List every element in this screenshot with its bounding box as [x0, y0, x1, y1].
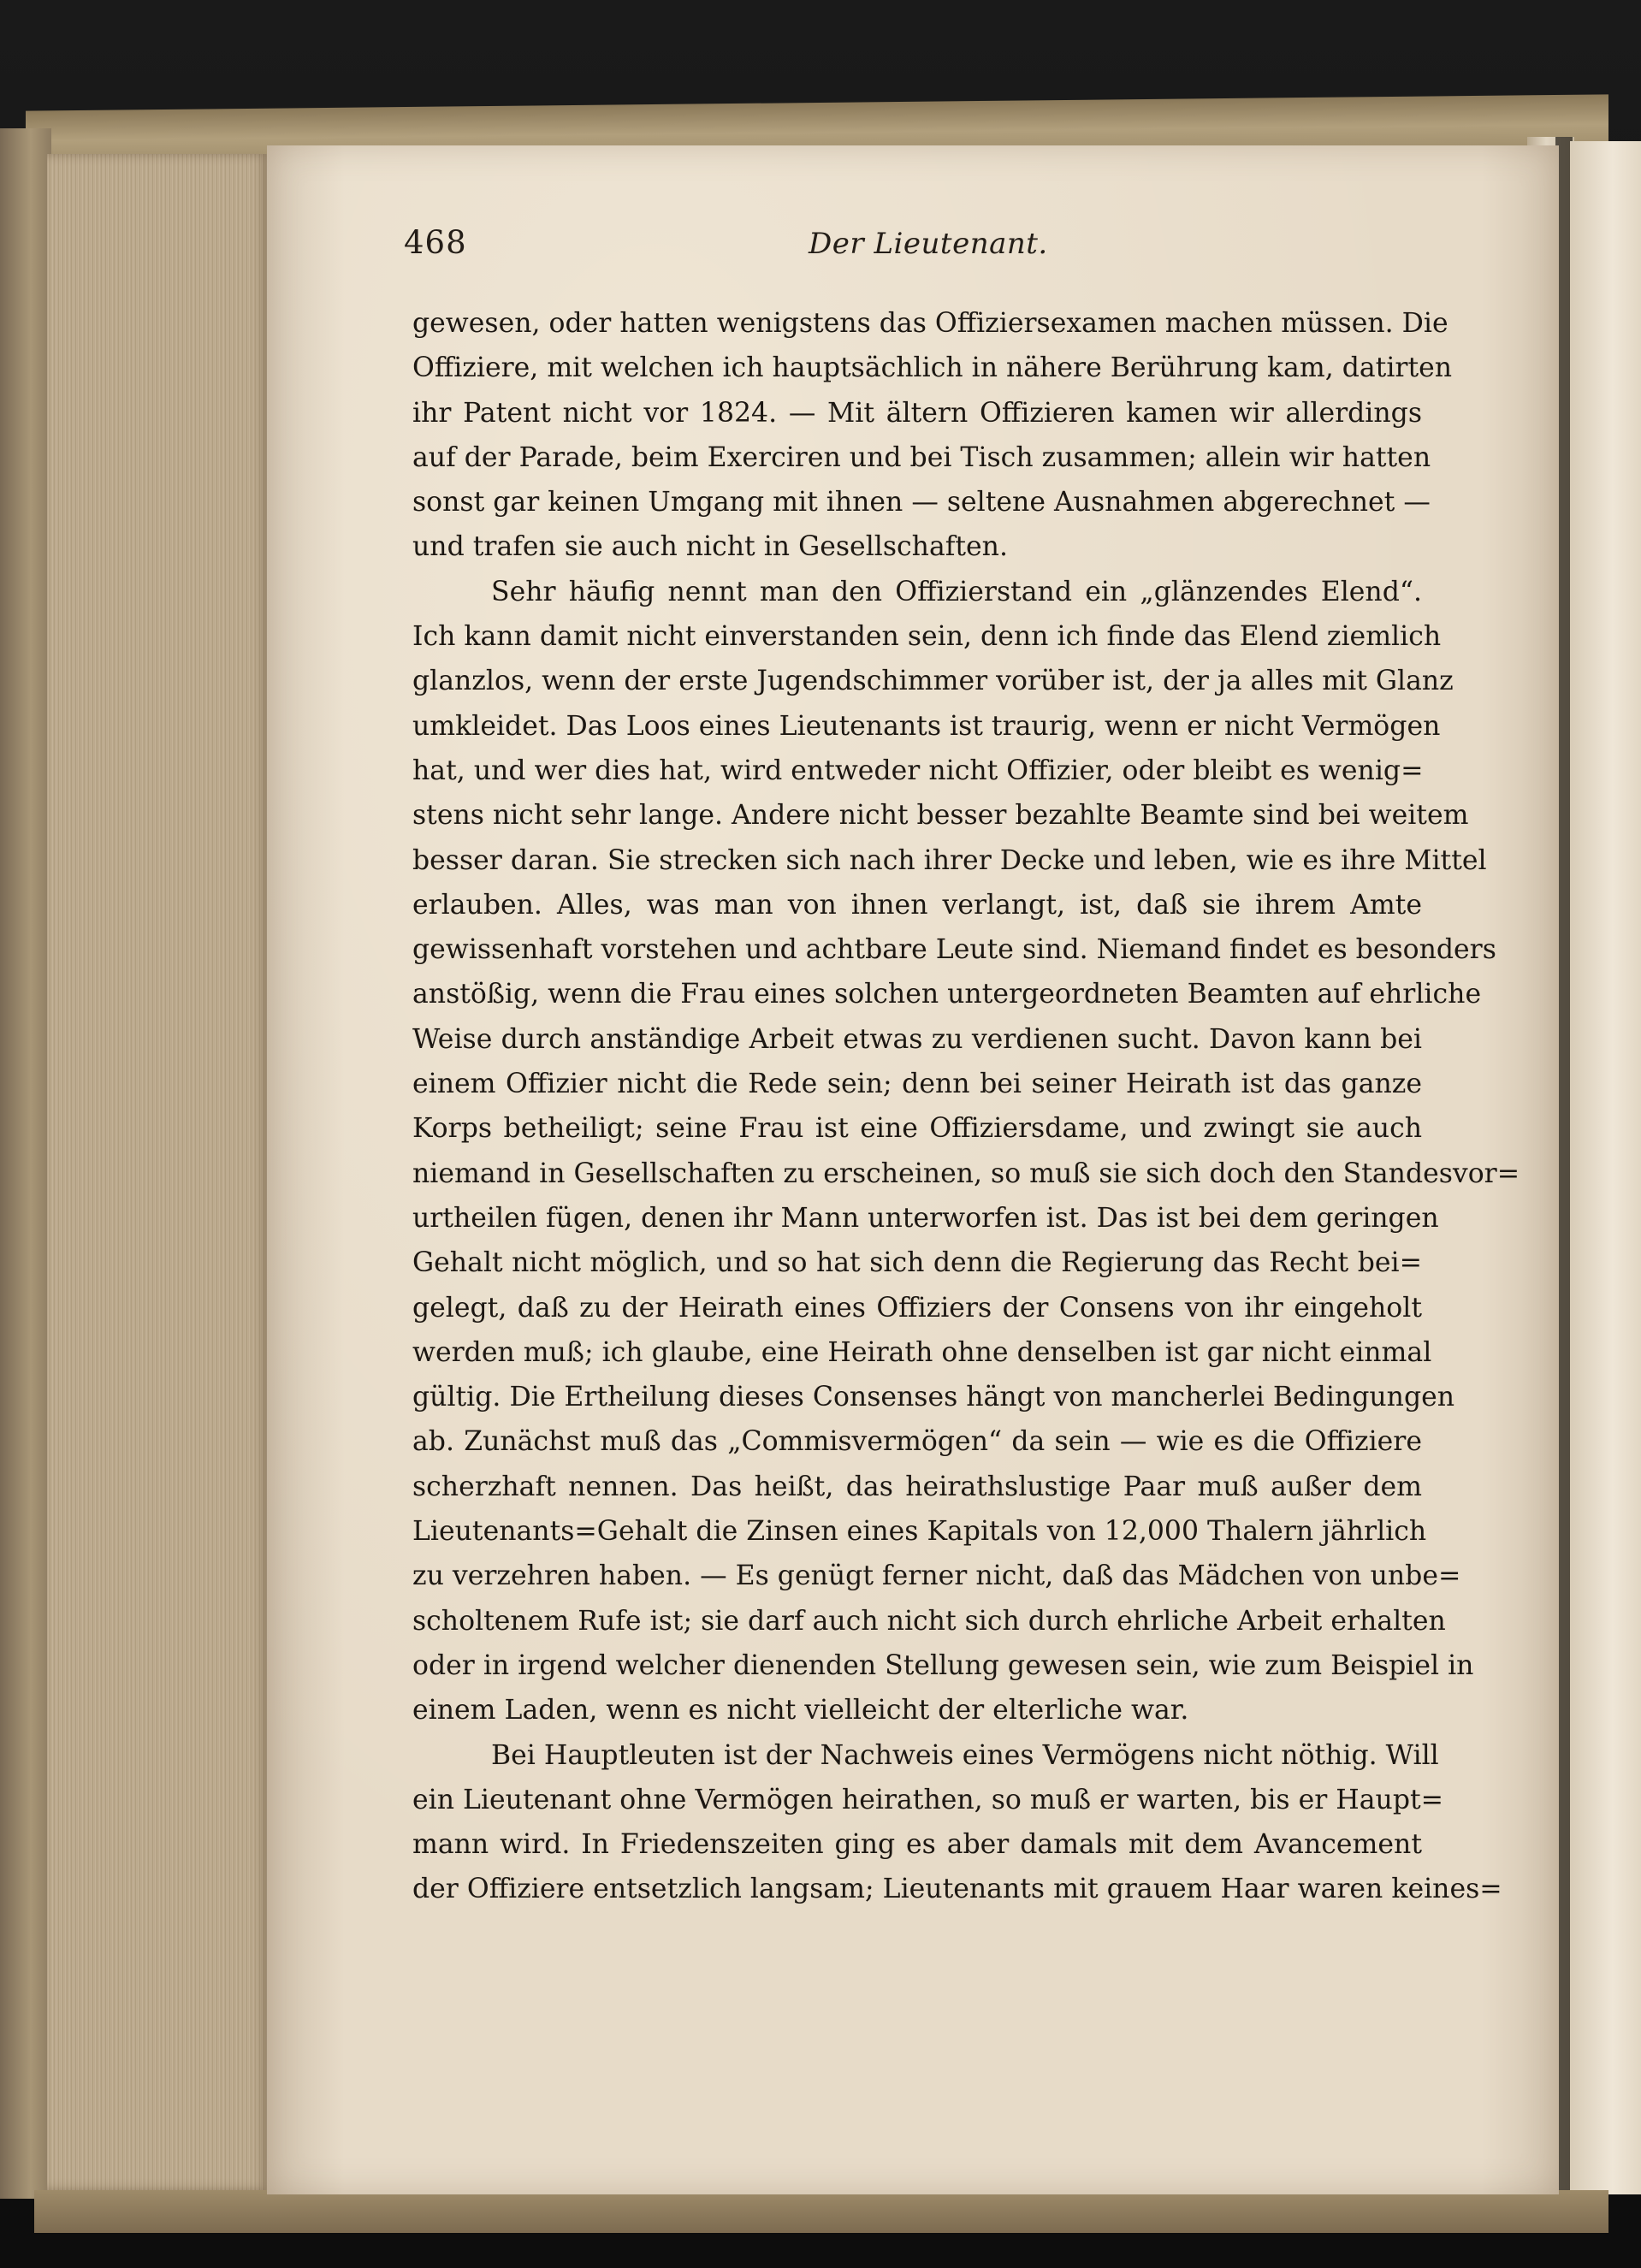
text-line: sonst gar keinen Umgang mit ihnen — seltene Ausnahmen abgerechnet —: [412, 487, 1431, 518]
facing-page-sliver: [1570, 141, 1641, 2194]
text-line: ab. Zunächst muß das „Commisvermögen“ da sein — wie es die Offiziere: [412, 1426, 1422, 1458]
text-line: gewissenhaft vorstehen und achtbare Leute sind. Niemand findet es besonders: [412, 934, 1496, 966]
text-line: auf der Parade, beim Exerciren und bei Tisch zusammen; allein wir hatten: [412, 441, 1431, 473]
text-line: Lieutenants=Gehalt die Zinsen eines Kapitals von 12,000 Thalern jährlich: [412, 1516, 1427, 1548]
book-spine-left: [0, 128, 51, 2199]
text-line: einem Laden, wenn es nicht vielleicht der elterliche war.: [412, 1695, 1189, 1726]
page-stack-left: [47, 154, 270, 2190]
text-line: gelegt, daß zu der Heirath eines Offiziers der Consens von ihr eingeholt: [412, 1292, 1422, 1323]
text-line: mann wird. In Friedenszeiten ging es aber damals mit dem Avancement: [412, 1829, 1422, 1861]
text-line: urtheilen fügen, denen ihr Mann unterworfen ist. Das ist bei dem geringen: [412, 1202, 1439, 1234]
text-line: scholtenem Rufe ist; sie darf auch nicht sich durch ehrliche Arbeit erhalten: [412, 1605, 1446, 1637]
text-line: einem Offizier nicht die Rede sein; denn bei seiner Heirath ist das ganze: [412, 1069, 1422, 1100]
text-line: niemand in Gesellschaften zu erscheinen, so muß sie sich doch den Standesvor=: [412, 1158, 1520, 1189]
text-line: glanzlos, wenn der erste Jugendschimmer vorüber ist, der ja alles mit Glanz: [412, 666, 1454, 697]
book-cover-bottom-edge: [34, 2190, 1608, 2233]
text-line: der Offiziere entsetzlich langsam; Lieutenants mit grauem Haar waren keines=: [412, 1874, 1502, 1905]
text-line: besser daran. Sie strecken sich nach ihrer Decke und leben, wie es ihre Mittel: [412, 844, 1487, 876]
text-line: stens nicht sehr lange. Andere nicht besser bezahlte Beamte sind bei weitem: [412, 800, 1469, 832]
text-line: werden muß; ich glaube, eine Heirath ohne denselben ist gar nicht einmal: [412, 1336, 1432, 1368]
page-number: 468: [404, 224, 467, 261]
text-line: Offiziere, mit welchen ich hauptsächlich in nähere Berührung kam, datirten: [412, 352, 1453, 384]
text-line: Sehr häufig nennt man den Offizierstand ein „glänzendes Elend“.: [491, 576, 1422, 607]
text-line: Gehalt nicht möglich, und so hat sich denn die Regierung das Recht bei=: [412, 1247, 1422, 1279]
text-line: zu verzehren haben. — Es genügt ferner nicht, daß das Mädchen von unbe=: [412, 1560, 1461, 1592]
text-line: ein Lieutenant ohne Vermögen heirathen, so muß er warten, bis er Haupt=: [412, 1784, 1444, 1815]
text-line: Bei Hauptleuten ist der Nachweis eines Vermögens nicht nöthig. Will: [491, 1739, 1439, 1771]
text-line: und trafen sie auch nicht in Gesellschaften.: [412, 531, 1008, 563]
text-line: anstößig, wenn die Frau eines solchen untergeordneten Beamten auf ehrliche: [412, 979, 1482, 1010]
body-text: [412, 301, 1520, 1912]
text-line: gültig. Die Ertheilung dieses Consenses hängt von mancherlei Bedingungen: [412, 1382, 1455, 1413]
text-line: Ich kann damit nicht einverstanden sein, denn ich finde das Elend ziemlich: [412, 621, 1442, 653]
text-line: hat, und wer dies hat, wird entweder nicht Offizier, oder bleibt es wenig=: [412, 755, 1424, 786]
text-line: oder in irgend welcher dienenden Stellung gewesen sein, wie zum Beispiel in: [412, 1649, 1474, 1681]
text-line: Weise durch anständige Arbeit etwas zu verdienen sucht. Davon kann bei: [412, 1023, 1422, 1055]
text-line: ihr Patent nicht vor 1824. — Mit ältern Offizieren kamen wir allerdings: [412, 397, 1422, 429]
text-line: scherzhaft nennen. Das heißt, das heirathslustige Paar muß außer dem: [412, 1471, 1422, 1502]
text-line: gewesen, oder hatten wenigstens das Offiziersexamen machen müssen. Die: [412, 308, 1448, 339]
text-line: erlauben. Alles, was man von ihnen verlangt, ist, daß sie ihrem Amte: [412, 889, 1422, 921]
running-head: Der Lieutenant.: [809, 227, 1048, 261]
text-line: Korps betheiligt; seine Frau ist eine Offiziersdame, und zwingt sie auch: [412, 1113, 1422, 1145]
text-line: umkleidet. Das Loos eines Lieutenants ist traurig, wenn er nicht Vermögen: [412, 710, 1441, 742]
